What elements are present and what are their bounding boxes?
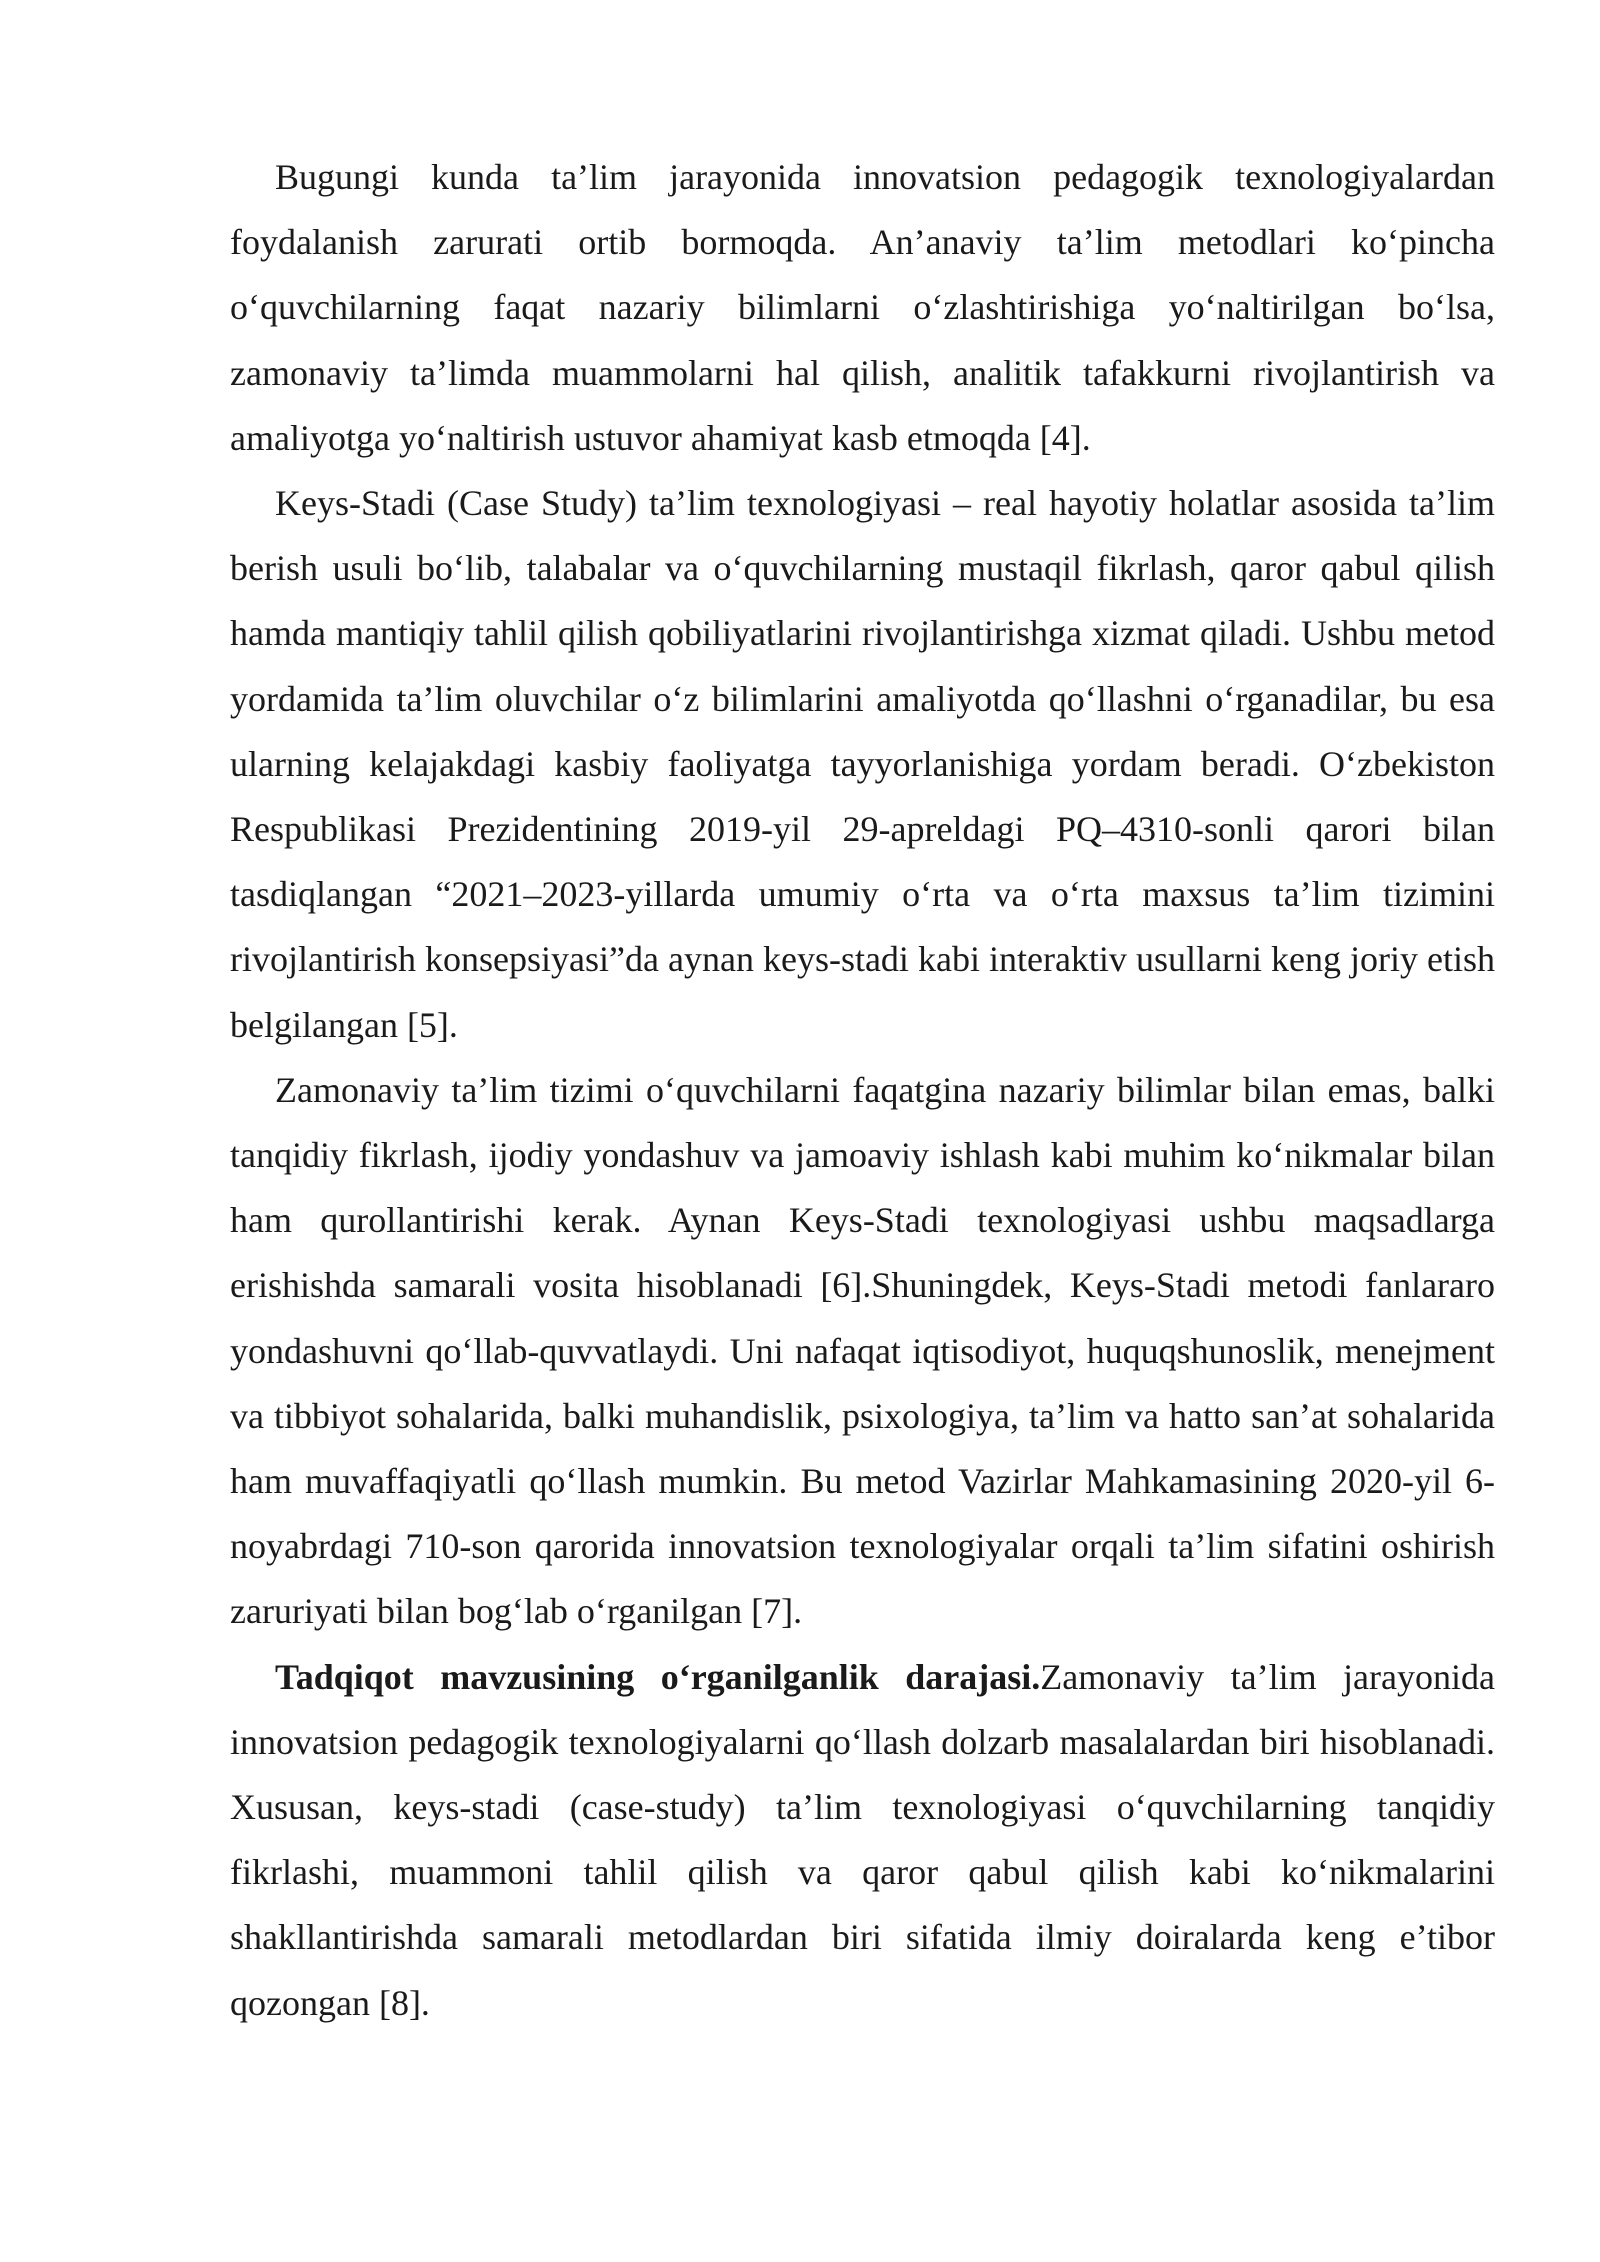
- document-body: [230, 145, 1495, 2036]
- paragraph-2-text: Keys-Stadi (Case Study) ta’lim texnologiyasi – real hayotiy holatlar asosida ta’lim berish usuli bo‘lib, talabalar va o‘quvchilarning mustaqil fikrlash, qaror qabul qilish hamda mantiqiy tahlil qilish qobiliyatlarini rivojlantirishga xizmat qiladi. Ushbu metod yordamida ta’lim oluvchilar o‘z bilimlarini amaliyotda qo‘llashni o‘rganadilar, bu esa ularning kelajakdagi kasbiy faoliyatga tayyorlanishiga yordam beradi. O‘zbekiston Respublikasi Prezidentining 2019-yil 29-apreldagi PQ–4310-sonli qarori bilan tasdiqlangan “2021–2023-yillarda umumiy o‘rta va o‘rta maxsus ta’lim tizimini rivojlantirish konsepsiyasi”da aynan keys-stadi kabi interaktiv usullarni keng joriy etish belgilangan [5].: [230, 483, 1495, 1045]
- paragraph-2: [230, 471, 1495, 1058]
- paragraph-1-text: Bugungi kunda ta’lim jarayonida innovatsion pedagogik texnologiyalardan foydalanish zarurati ortib bormoqda. An’anaviy ta’lim metodlari ko‘pincha o‘quvchilarning faqat nazariy bilimlarni o‘zlashtirishiga yo‘naltirilgan bo‘lsa, zamonaviy ta’limda muammolarni hal qilish, analitik tafakkurni rivojlantirish va amaliyotga yo‘naltirish ustuvor ahamiyat kasb etmoqda [4].: [230, 157, 1495, 458]
- paragraph-3: [230, 1058, 1495, 1645]
- paragraph-4-text: Zamonaviy ta’lim jarayonida innovatsion pedagogik texnologiyalarni qo‘llash dolzarb masalalardan biri hisoblanadi. Xususan, keys-stadi (case-study) ta’lim texnologiyasi o‘quvchilarning tanqidiy fikrlashi, muammoni tahlil qilish va qaror qabul qilish kabi ko‘nikmalarini shakllantirishda samarali metodlardan biri sifatida ilmiy doiralarda keng e’tibor qozongan [8].: [230, 1656, 1495, 2023]
- paragraph-1: [230, 145, 1495, 471]
- section-heading: Tadqiqot mavzusining o‘rganilganlik darajasi.: [275, 1656, 1041, 1697]
- paragraph-4: [230, 1645, 1495, 2036]
- paragraph-3-text: Zamonaviy ta’lim tizimi o‘quvchilarni faqatgina nazariy bilimlar bilan emas, balki tanqidiy fikrlash, ijodiy yondashuv va jamoaviy ishlash kabi muhim ko‘nikmalar bilan ham qurollantirishi kerak. Aynan Keys-Stadi texnologiyasi ushbu maqsadlarga erishishda samarali vosita hisoblanadi [6].Shuningdek, Keys-Stadi metodi fanlararo yondashuvni qo‘llab-quvvatlaydi. Uni nafaqat iqtisodiyot, huquqshunoslik, menejment va tibbiyot sohalarida, balki muhandislik, psixologiya, ta’lim va hatto san’at sohalarida ham muvaffaqiyatli qo‘llash mumkin. Bu metod Vazirlar Mahkamasining 2020-yil 6-noyabrdagi 710-son qarorida innovatsion texnologiyalar orqali ta’lim sifatini oshirish zaruriyati bilan bog‘lab o‘rganilgan [7].: [230, 1069, 1495, 1632]
